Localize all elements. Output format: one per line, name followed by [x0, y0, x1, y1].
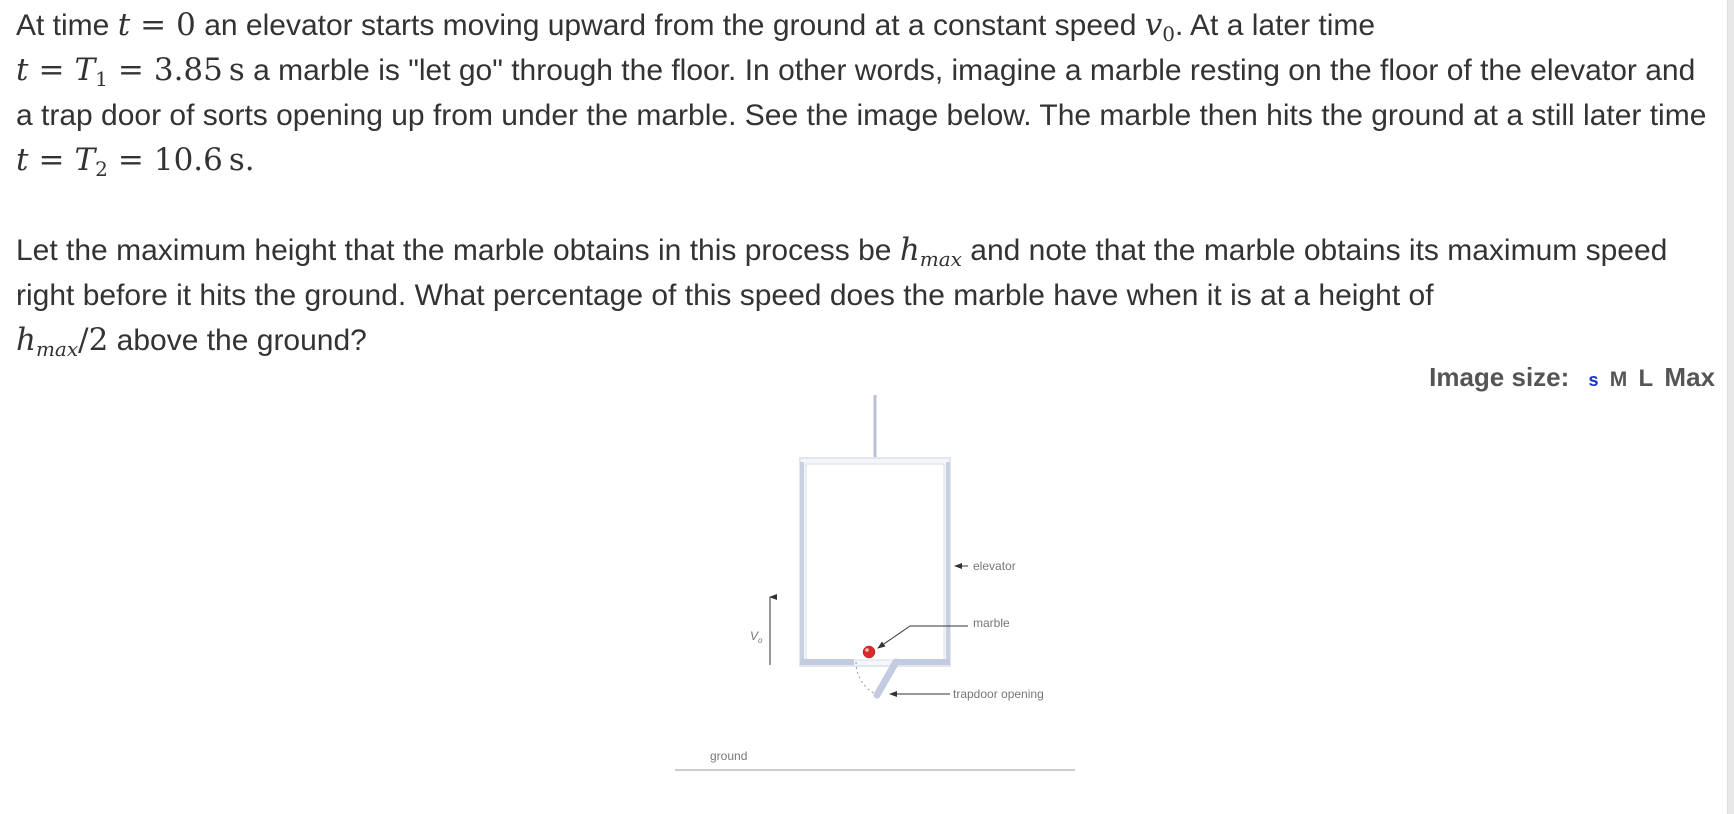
math-t: t: [117, 7, 131, 43]
math-T1-value: 3.85: [153, 52, 223, 88]
image-size-large-link[interactable]: L: [1638, 365, 1654, 392]
trapdoor-label: trapdoor opening: [953, 687, 1044, 701]
elevator-diagram: [660, 390, 1080, 780]
math-zero: 0: [176, 7, 196, 43]
problem-paragraph-1: [16, 3, 1716, 183]
page-scrollbar[interactable]: [1727, 0, 1734, 814]
ground-label: ground: [710, 749, 748, 763]
math-t: t: [16, 52, 29, 88]
math-T2: T: [74, 142, 96, 178]
image-size-medium-link[interactable]: M: [1609, 368, 1628, 391]
image-size-small-link[interactable]: s: [1588, 370, 1599, 390]
velocity-label: $V_o$: [750, 629, 763, 645]
text-segment: Let the maximum height that the marble obtains in this process be: [16, 234, 900, 267]
math-v-subscript: 0: [1162, 22, 1176, 46]
marble-label: marble: [973, 616, 1010, 630]
math-T1: T: [74, 52, 96, 88]
math-equals: =: [38, 142, 65, 178]
math-equals: =: [38, 52, 65, 88]
text-segment: a marble is "let go" through the floor. In other words, imagine a marble resting on the floor of the elevator and a trap door of sorts opening up from under the marble. See the image below. The marble then hits the ground at a still later time: [16, 54, 1707, 132]
marble: [863, 646, 875, 658]
math-t: t: [16, 142, 29, 178]
text-segment: and note that the marble obtains its maximum speed right before it hits the ground. What percentage of this speed does the marble have when it is at a height of: [16, 234, 1668, 312]
math-unit-seconds: s.: [228, 142, 255, 178]
text-segment: At time: [16, 9, 118, 42]
math-T1-subscript: 1: [95, 67, 108, 91]
text-segment: above the ground?: [108, 324, 367, 357]
math-unit-seconds: s: [228, 52, 245, 88]
math-h: h: [899, 232, 920, 268]
math-equals: =: [117, 142, 144, 178]
math-h-subscript: max: [919, 247, 962, 271]
image-size-label: Image size:: [1429, 362, 1570, 392]
marble-highlight: [865, 648, 869, 652]
math-T2-value: 10.6: [153, 142, 223, 178]
elevator-inner: [806, 464, 944, 660]
math-equals: =: [117, 52, 144, 88]
image-size-selector: [1429, 362, 1715, 393]
math-h-subscript: max: [35, 337, 79, 361]
problem-text: [16, 3, 1716, 363]
math-equals: =: [140, 7, 167, 43]
image-size-max-link[interactable]: Max: [1664, 362, 1715, 392]
problem-paragraph-2: [16, 228, 1716, 363]
math-half: /2: [78, 322, 109, 358]
text-segment: . At a later time: [1175, 9, 1376, 42]
math-v: v: [1144, 7, 1163, 43]
math-h: h: [16, 322, 36, 358]
elevator-label: elevator: [973, 559, 1016, 573]
math-T2-subscript: 2: [95, 157, 108, 181]
elevator-diagram-svg: [660, 390, 1080, 780]
text-segment: an elevator starts moving upward from the ground at a constant speed: [195, 9, 1145, 42]
